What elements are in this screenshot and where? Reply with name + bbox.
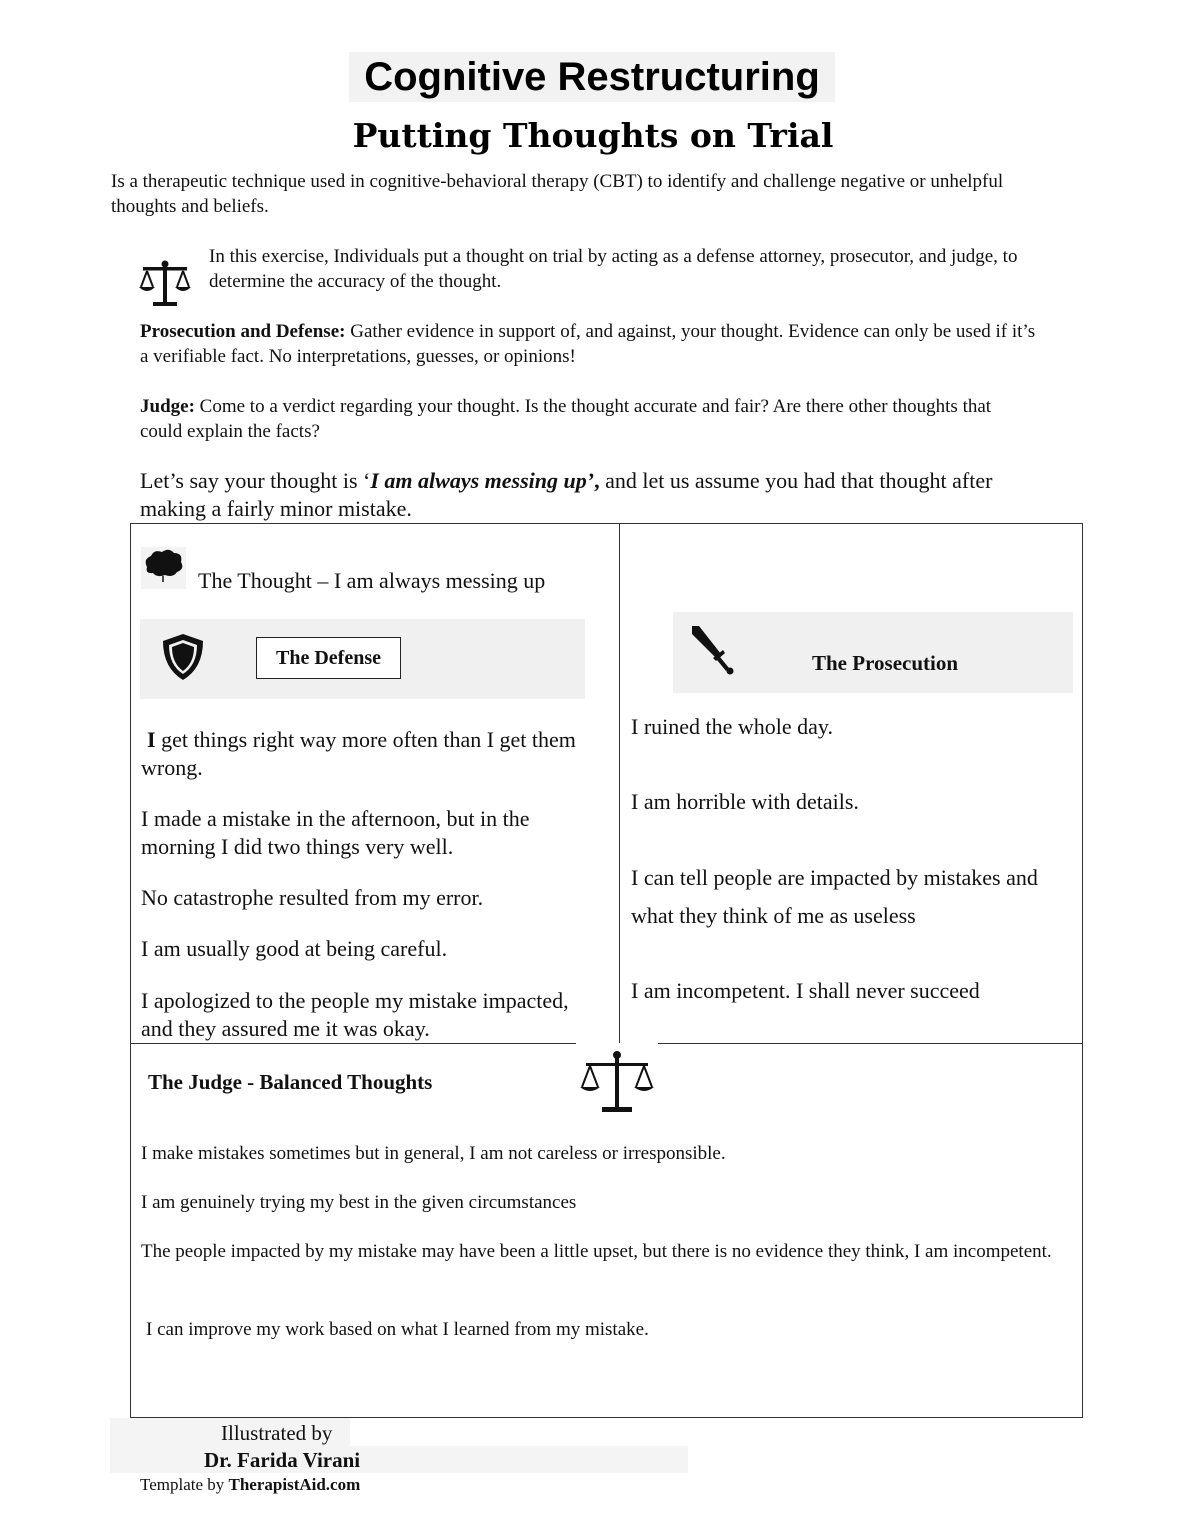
prosecution-item: I can tell people are impacted by mistakes and what they think of me as useless [631, 865, 1038, 928]
judge-item: I am genuinely trying my best in the given circumstances [141, 1192, 577, 1213]
scales-icon [576, 1043, 658, 1119]
defense-item: I made a mistake in the afternoon, but in the morning I did two things very well. [141, 806, 530, 859]
prosecution-item: I ruined the whole day. [631, 714, 834, 739]
judge-paragraph [140, 394, 1020, 444]
defense-item: I apologized to the people my mistake impacted, and they assured me it was okay. [141, 988, 569, 1041]
shield-icon [160, 632, 206, 682]
defense-item [141, 726, 591, 782]
judge-item: The people impacted by my mistake may have been a little upset, but there is no evidence they think, I am incompetent. [141, 1241, 1052, 1262]
author-name: Dr. Farida Virani [204, 1448, 361, 1472]
template-prefix: Template by [140, 1475, 229, 1494]
scales-icon [137, 259, 193, 309]
judge-paragraph-text: Come to a verdict regarding your thought. Is the thought accurate and fair? Are there other thoughts that could explain the facts? [140, 396, 992, 442]
sword-icon [689, 624, 739, 678]
defense-item: I am usually good at being careful. [141, 936, 448, 961]
prosecution-item: I am incompetent. I shall never succeed [631, 978, 980, 1003]
defense-item: No catastrophe resulted from my error. [141, 885, 484, 910]
example-prefix: Let’s say your thought is ‘ [140, 468, 371, 493]
column-divider [619, 523, 620, 1044]
judge-item: I can improve my work based on what I learned from my mistake. [146, 1319, 649, 1340]
page-subtitle: Putting Thoughts on Trial [352, 116, 834, 155]
illustrated-by: Illustrated by [221, 1421, 333, 1445]
thought-cloud-icon [141, 547, 186, 589]
thought-label: The Thought – I am always messing up [198, 568, 546, 593]
footer-panel-bottom [110, 1446, 688, 1473]
prosecution-defense-label: Prosecution and Defense: [140, 321, 346, 342]
example-thought: I am always messing up’ [370, 468, 595, 493]
prosecution-label: The Prosecution [812, 651, 959, 675]
judge-paragraph-label: Judge: [140, 396, 195, 417]
judge-label: The Judge - Balanced Thoughts [148, 1070, 433, 1094]
defense-item-bold: I [147, 727, 156, 752]
prosecution-item: I am horrible with details. [631, 789, 859, 814]
defense-label: The Defense [256, 637, 401, 679]
example-paragraph [140, 467, 1060, 523]
exercise-text: In this exercise, Individuals put a thought on trial by acting as a defense attorney, prosecutor, and judge, to determine the accuracy of the thought. [209, 246, 1018, 292]
page-title: Cognitive Restructuring [349, 52, 835, 102]
template-credit [140, 1474, 360, 1496]
judge-icon-frame [576, 1043, 658, 1119]
prosecution-defense-text: Gather evidence in support of, and against, your thought. Evidence can only be used if it’s a verifiable fact. No interpretations, guesses, or opinions! [140, 321, 1036, 367]
prosecution-defense-paragraph [140, 319, 1045, 369]
judge-item: I make mistakes sometimes but in general, I am not careless or irresponsible. [141, 1143, 726, 1164]
example-suffix: and let us assume you had that thought after making a fairly minor mistake. [140, 468, 993, 521]
example-comma: , [594, 468, 600, 493]
template-source: TherapistAid.com [228, 1475, 361, 1494]
definition-text: Is a therapeutic technique used in cognitive-behavioral therapy (CBT) to identify and challenge negative or unhelpful thoughts and beliefs. [111, 171, 1004, 217]
defense-item-rest: get things right way more often than I get them wrong. [141, 727, 576, 780]
